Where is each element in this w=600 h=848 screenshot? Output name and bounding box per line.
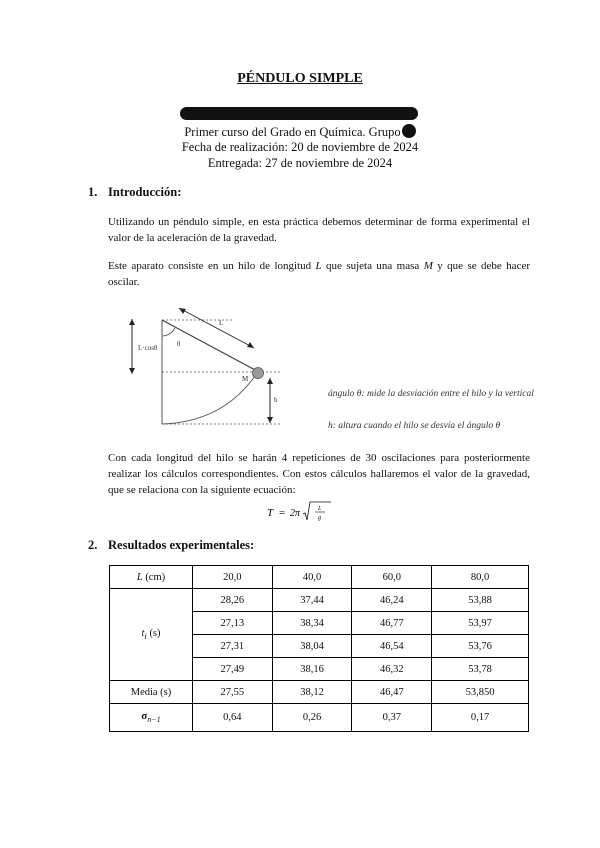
time-subscript: i [144, 631, 147, 642]
period-equation [0, 500, 600, 524]
time-cell: 53,78 [432, 658, 529, 681]
time-symbol: t [141, 627, 145, 639]
table-row [110, 566, 529, 589]
time-cell: 46,32 [352, 658, 432, 681]
time-cell: 46,24 [352, 589, 432, 612]
para2-text-b: que sujeta una masa [321, 260, 424, 272]
section-2-title: Resultados experimentales: [108, 538, 255, 552]
h-arrow-down [267, 417, 273, 423]
sigma-cell: 0,64 [193, 704, 273, 732]
h-arrow-up [267, 378, 273, 384]
time-cell: 27,49 [193, 658, 273, 681]
sigma-label-cell [110, 704, 193, 732]
results-table [109, 565, 529, 732]
time-cell: 38,04 [272, 635, 352, 658]
para2-symbol-L: L [315, 260, 322, 272]
eq-lhs: T [267, 507, 274, 519]
time-cell: 53,88 [432, 589, 529, 612]
sigma-symbol: σ [141, 710, 148, 723]
length-cell: 40,0 [272, 566, 352, 589]
eq-numerator: L [318, 506, 322, 512]
length-unit: (cm) [142, 571, 166, 583]
time-unit: (s) [146, 627, 161, 639]
redacted-group-dot [402, 124, 416, 138]
section-1-number: 1. [88, 185, 98, 199]
mean-cell: 27,55 [193, 681, 273, 704]
label-theta: θ [177, 340, 181, 348]
time-cell: 46,54 [352, 635, 432, 658]
para2-text-a: Este aparato consiste en un hilo de longitud [108, 260, 316, 272]
sigma-cell: 0,26 [272, 704, 352, 732]
label-m: M [242, 375, 249, 383]
table-row [110, 681, 529, 704]
section-2-heading [88, 538, 254, 553]
time-cell: 38,34 [272, 612, 352, 635]
figure-caption-angle: ángulo θ: mide la desviación entre el hilo y la vertical [328, 389, 534, 399]
label-lcos: L·cosθ [138, 344, 158, 352]
l-dimension-line [179, 308, 254, 348]
time-label-cell [110, 589, 193, 681]
lcos-arrow-up [129, 319, 135, 325]
table-row [110, 589, 529, 612]
time-cell: 53,76 [432, 635, 529, 658]
length-symbol: L [136, 571, 143, 583]
length-cell: 20,0 [193, 566, 273, 589]
length-cell: 80,0 [432, 566, 529, 589]
sigma-cell: 0,17 [432, 704, 529, 732]
sigma-subscript: n−1 [147, 715, 161, 725]
intro-paragraph-1: Utilizando un péndulo simple, en esta práctica debemos determinar de forma experimental el valor de la aceleración de la gravedad. [108, 216, 530, 244]
section-2-number: 2. [88, 538, 98, 552]
section-1-heading [88, 185, 181, 200]
time-cell: 46,77 [352, 612, 432, 635]
time-cell: 27,13 [193, 612, 273, 635]
mean-cell: 53,850 [432, 681, 529, 704]
pendulum-mass [253, 368, 264, 379]
intro-paragraph-2 [108, 258, 530, 290]
time-cell: 27,31 [193, 635, 273, 658]
eq-denominator: g [318, 515, 321, 521]
header-length-cell [110, 566, 193, 589]
table-row [110, 704, 529, 732]
course-text: Primer curso del Grado en Química. Grupo [184, 125, 401, 139]
time-cell: 28,26 [193, 589, 273, 612]
mean-cell: 46,47 [352, 681, 432, 704]
sigma-cell: 0,37 [352, 704, 432, 732]
length-cell: 60,0 [352, 566, 432, 589]
section-1-title: Introducción: [108, 185, 182, 199]
sqrt-sign [303, 502, 331, 520]
time-cell: 38,16 [272, 658, 352, 681]
pendulum-diagram [124, 304, 282, 428]
label-h: h [274, 396, 278, 404]
course-line [0, 124, 600, 140]
figure-caption-height: h: altura cuando el hilo se desvía el ángulo θ [328, 421, 501, 431]
label-l: L [219, 319, 224, 327]
theta-arc [162, 328, 175, 336]
eq-coef: 2π [290, 508, 301, 519]
lcos-arrow-down [129, 368, 135, 374]
mean-label-cell: Media (s) [110, 681, 193, 704]
intro-paragraph-3: Con cada longitud del hilo se harán 4 repeticiones de 30 oscilaciones para posteriormente realizar los cálculos correspondientes. Con estos cálculos hallaremos el valor de la gravedad, que se relaciona con la siguiente ecuación: [108, 452, 530, 496]
eq-equals: = [279, 507, 286, 519]
redacted-name-bar [180, 107, 418, 120]
time-cell: 37,44 [272, 589, 352, 612]
para2-text-c: y que se debe hacer oscilar. [108, 260, 530, 288]
para2-symbol-M: M [423, 260, 433, 272]
time-cell: 53,97 [432, 612, 529, 635]
equation-svg [265, 500, 335, 524]
date-delivered: Entregada: 27 de noviembre de 2024 [207, 156, 393, 170]
date-done: Fecha de realización: 20 de noviembre de 2024 [181, 140, 419, 154]
page-title: PÉNDULO SIMPLE [237, 71, 363, 86]
mean-cell: 38,12 [272, 681, 352, 704]
